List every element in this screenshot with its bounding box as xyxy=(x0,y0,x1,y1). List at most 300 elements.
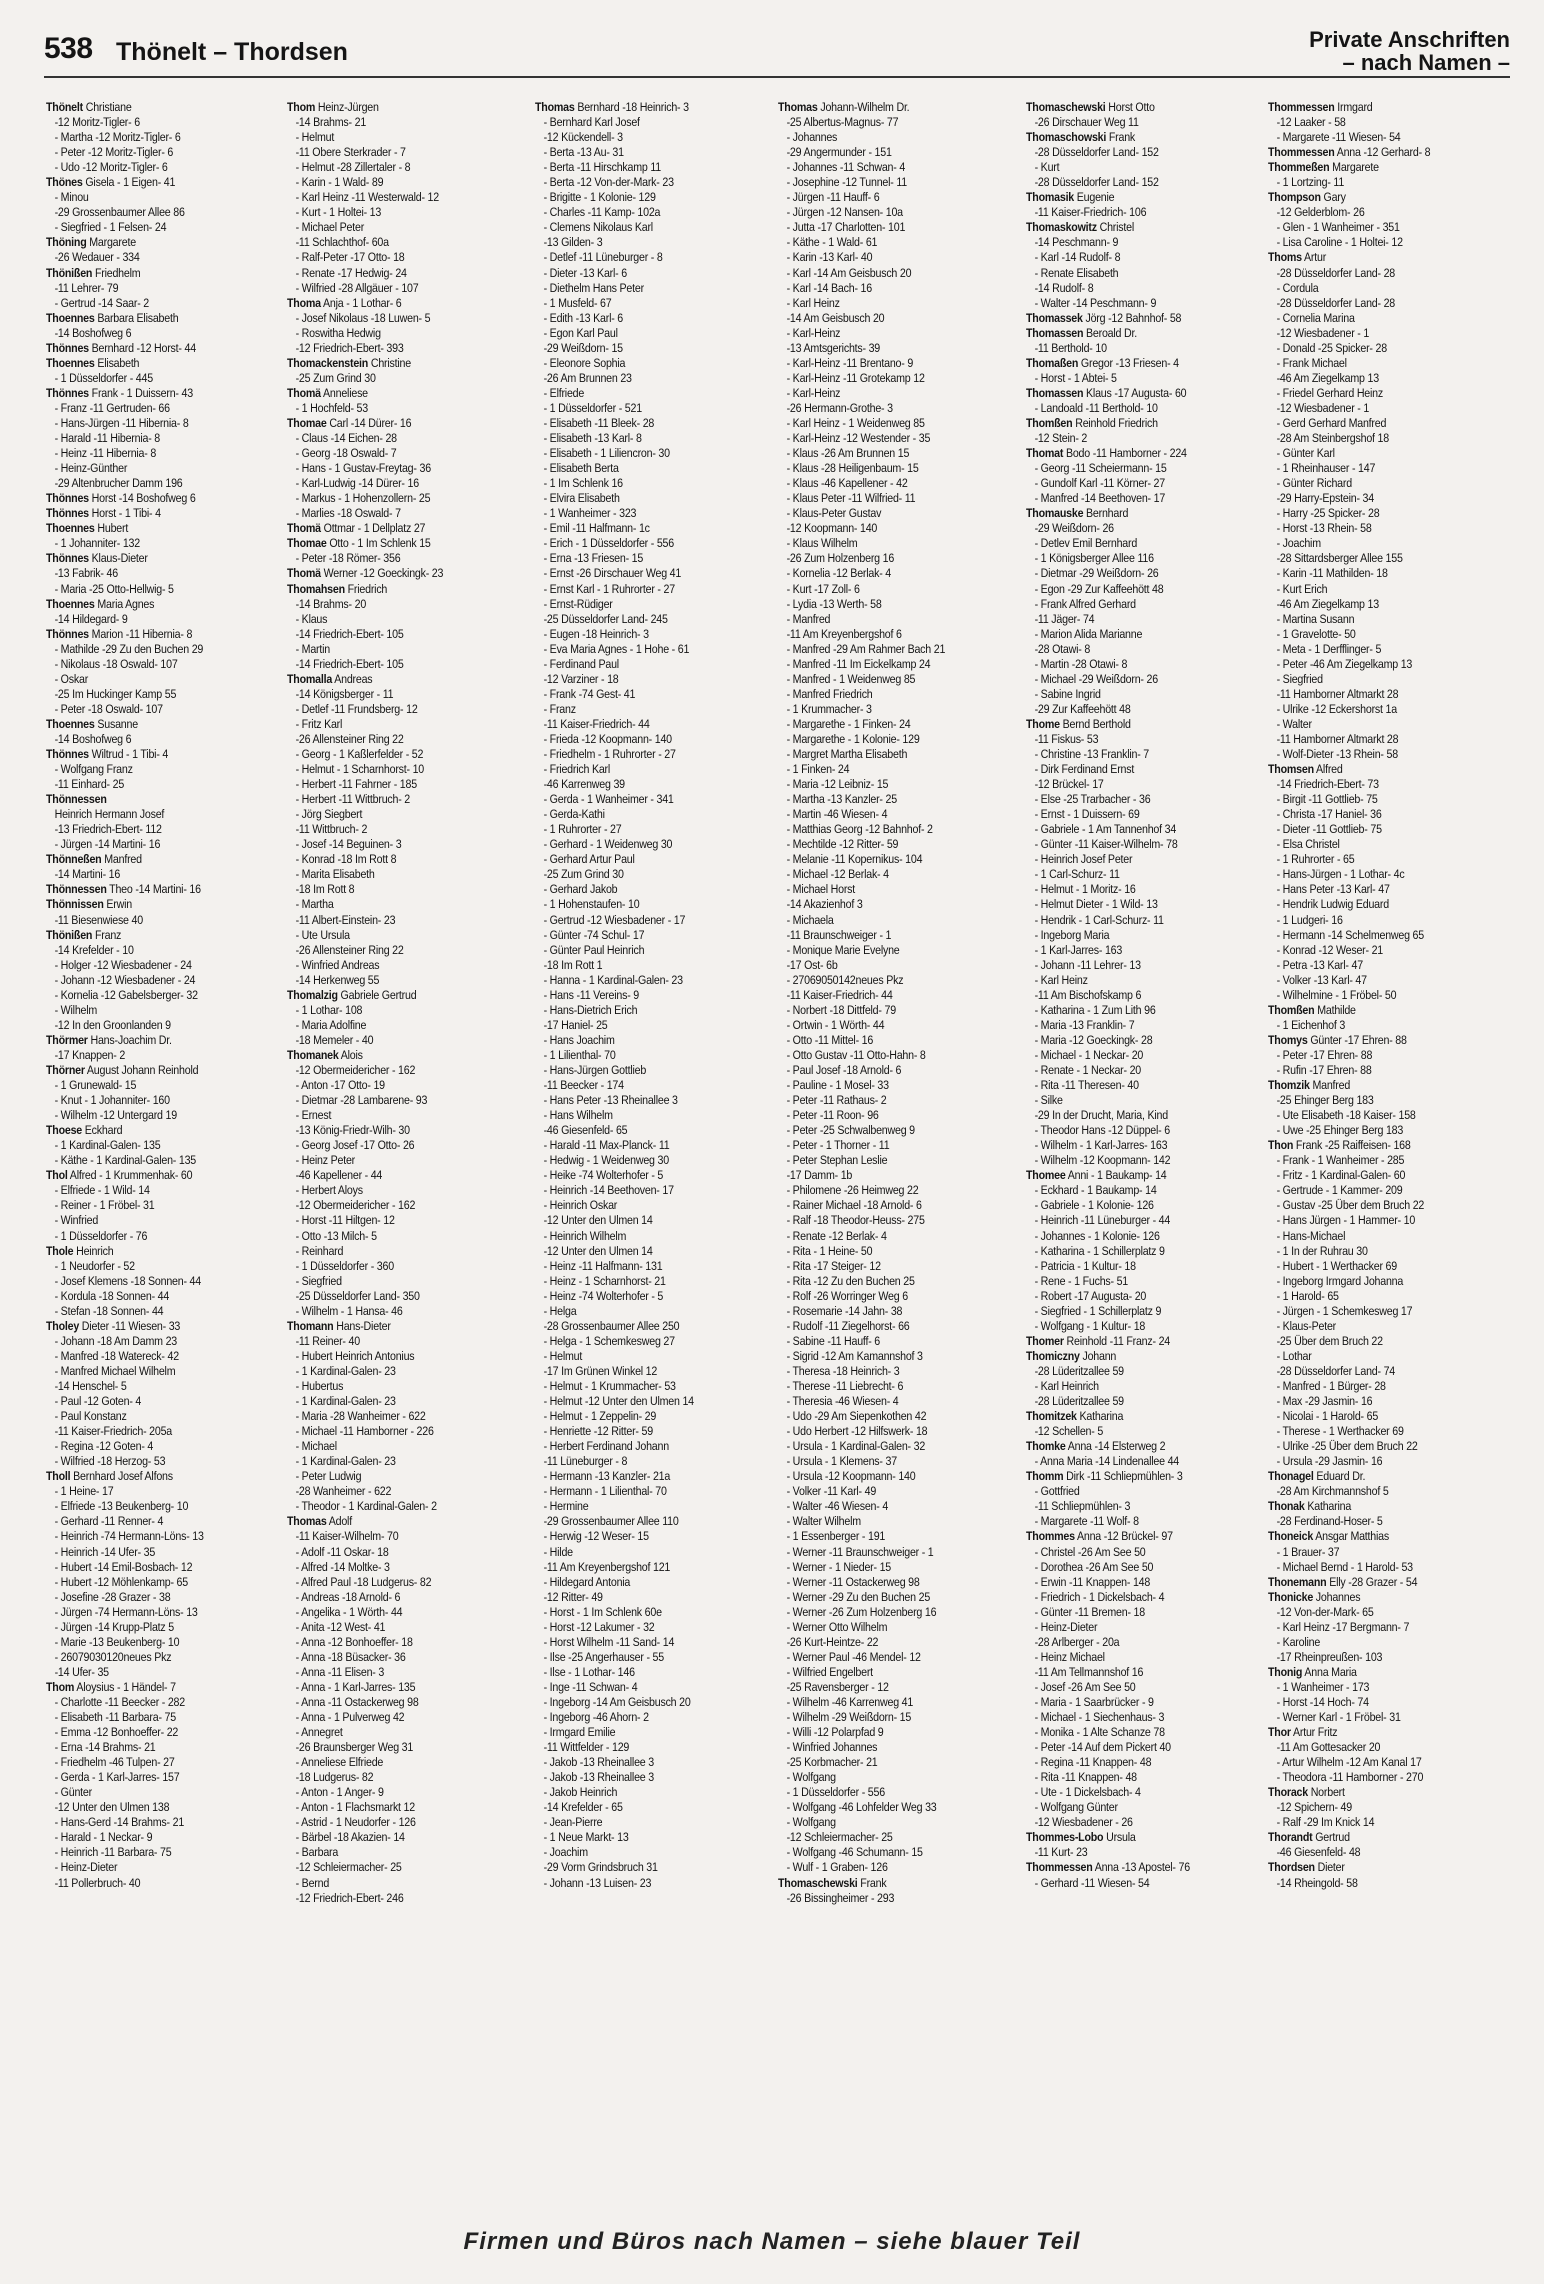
directory-entry-line xyxy=(1268,1319,1504,1334)
directory-entry-line xyxy=(287,1740,523,1755)
entry-text: -18 Im Rott 1 xyxy=(543,957,603,972)
directory-entry xyxy=(46,266,278,281)
entry-text: -29 Altenbrucher Damm 196 xyxy=(54,476,183,491)
entry-text: -11 Obere Sterkrader - 7 xyxy=(295,145,406,160)
directory-entry-line xyxy=(1268,1695,1504,1710)
entry-text: - Hans - 1 Gustav-Freytag- 36 xyxy=(295,461,431,476)
directory-entry-line xyxy=(778,1590,1014,1605)
entry-text: Jörg -12 Bahnhof- 58 xyxy=(1085,310,1182,325)
entry-text: -25 Albertus-Magnus- 77 xyxy=(786,115,899,130)
entry-text: Werner -12 Goeckingk- 23 xyxy=(323,566,444,581)
surname: Thomaßen xyxy=(1026,355,1079,370)
directory-entry-line xyxy=(778,973,1014,988)
directory-entry-line xyxy=(46,687,282,702)
directory-entry-line xyxy=(1026,792,1262,807)
directory-entry-line xyxy=(1268,1213,1504,1228)
directory-entry-line xyxy=(535,897,771,912)
entry-text: - Harry -25 Spicker- 28 xyxy=(1276,506,1380,521)
directory-entry-line xyxy=(287,311,523,326)
directory-entry-line xyxy=(1026,973,1262,988)
directory-entry-line xyxy=(778,1048,1014,1063)
directory-entry-line xyxy=(287,717,523,732)
directory-entry-line xyxy=(46,1845,282,1860)
directory-entry-line xyxy=(1268,506,1504,521)
entry-text: - Hermann -14 Schelmenweg 65 xyxy=(1276,927,1424,942)
entry-text: - Paul Josef -18 Arnold- 6 xyxy=(786,1063,902,1077)
entry-text: -11 Lüneburger - 8 xyxy=(543,1454,628,1469)
surname: Thome xyxy=(1026,716,1060,731)
entry-text: -13 Friedrich-Ebert- 112 xyxy=(54,822,162,837)
directory-entry-line xyxy=(46,1349,282,1364)
entry-text: -28 Düsseldorfer Land- 152 xyxy=(1034,175,1159,190)
directory-entry-line xyxy=(287,837,523,852)
directory-entry-line xyxy=(287,1605,523,1620)
entry-text: -12 Kückendell- 3 xyxy=(543,130,623,145)
entry-text: Mathilde xyxy=(1317,1002,1356,1017)
entry-text: - Udo -29 Am Siepenkothen 42 xyxy=(786,1409,927,1424)
directory-entry-line xyxy=(46,296,282,311)
directory-entry-line xyxy=(1268,1800,1504,1815)
entry-text: - Pauline - 1 Mosel- 33 xyxy=(786,1078,889,1093)
directory-entry-line xyxy=(287,1665,523,1680)
directory-entry-line xyxy=(535,1123,771,1138)
entry-text: - 1 Essenberger - 191 xyxy=(786,1529,886,1544)
directory-entry-line xyxy=(1026,1289,1262,1304)
entry-text: - Michael Peter xyxy=(295,220,365,235)
entry-text: - Hildegard Antonia xyxy=(543,1574,631,1589)
surname: Thomauske xyxy=(1026,506,1084,521)
directory-entry-line xyxy=(46,657,282,672)
entry-text: Friedrich xyxy=(347,581,388,596)
entry-text: - 1 Carl-Schurz- 11 xyxy=(1034,867,1120,882)
directory-entry-line xyxy=(535,461,771,476)
entry-text: - Herbert Ferdinand Johann xyxy=(543,1439,669,1454)
entry-text: -13 Gilden- 3 xyxy=(543,235,603,250)
directory-entry xyxy=(46,627,278,642)
entry-text: Manfred xyxy=(104,852,142,867)
entry-text: - Hans Wilhelm xyxy=(543,1108,613,1123)
entry-text: - 1 Heine- 17 xyxy=(54,1484,114,1499)
directory-entry-line xyxy=(1026,1259,1262,1274)
directory-entry-line xyxy=(1268,1349,1504,1364)
directory-entry-line xyxy=(287,973,523,988)
entry-text: - Inge -11 Schwan- 4 xyxy=(543,1679,638,1694)
entry-text: - Günter -11 Bremen- 18 xyxy=(1034,1604,1145,1619)
surname: Thommessen xyxy=(1268,145,1335,160)
entry-text: Günter -17 Ehren- 88 xyxy=(1310,1032,1407,1047)
directory-entry xyxy=(1268,160,1500,175)
directory-entry-line xyxy=(46,1394,282,1409)
entry-text: - Helga - 1 Schemkesweg 27 xyxy=(543,1333,675,1348)
surname: Thomee xyxy=(1026,1168,1066,1183)
entry-text: - 1 Königsberger Allee 116 xyxy=(1034,551,1154,566)
entry-text: -11 Reiner- 40 xyxy=(295,1333,360,1348)
directory-entry-line xyxy=(778,1183,1014,1198)
entry-text: - Karin -11 Mathilden- 18 xyxy=(1276,566,1388,581)
directory-entry-line xyxy=(287,1183,523,1198)
entry-text: - Gerhard -11 Wiesen- 54 xyxy=(1034,1875,1150,1890)
directory-entry-line xyxy=(1026,1620,1262,1635)
entry-text: - 1 Gravelotte- 50 xyxy=(1276,626,1356,641)
directory-entry-line xyxy=(778,461,1014,476)
directory-entry-line xyxy=(535,1529,771,1544)
directory-entry-line xyxy=(535,1334,771,1349)
entry-text: - Johannes -11 Schwan- 4 xyxy=(786,160,906,175)
entry-text: - Annegret xyxy=(295,1725,343,1740)
directory-entry-line xyxy=(1268,1123,1504,1138)
entry-text: Eduard Dr. xyxy=(1316,1469,1366,1484)
directory-entry-line xyxy=(46,130,282,145)
directory-entry xyxy=(1026,1334,1258,1349)
entry-text: - Heinrich Josef Peter xyxy=(1034,852,1133,867)
directory-entry-line xyxy=(778,1499,1014,1514)
directory-entry-line xyxy=(535,1183,771,1198)
entry-text: - Fritz Karl xyxy=(295,716,343,731)
directory-entry xyxy=(1268,100,1500,115)
entry-text: - Walter -46 Wiesen- 4 xyxy=(786,1499,889,1514)
directory-entry-line xyxy=(778,762,1014,777)
directory-entry-line xyxy=(535,476,771,491)
entry-text: - Christa -17 Haniel- 36 xyxy=(1276,807,1382,822)
entry-text: - Michael - 1 Siechenhaus- 3 xyxy=(1034,1710,1165,1725)
directory-entry-line xyxy=(287,220,523,235)
entry-text: Gabriele Gertrud xyxy=(340,987,417,1002)
directory-entry-line xyxy=(778,250,1014,265)
directory-entry-line xyxy=(535,837,771,852)
directory-entry xyxy=(287,386,519,401)
entry-text: - 1 Kardinal-Galen- 135 xyxy=(54,1138,161,1153)
directory-entry xyxy=(1026,190,1258,205)
entry-text: - Willi -12 Polarpfad 9 xyxy=(786,1725,884,1740)
directory-entry-line xyxy=(1026,777,1262,792)
directory-entry-line xyxy=(535,717,771,732)
entry-text: - Johann -12 Wiesbadener - 24 xyxy=(54,972,196,987)
entry-text: - Karin -13 Karl- 40 xyxy=(786,250,873,265)
entry-text: Bodo -11 Hamborner - 224 xyxy=(1065,446,1187,461)
entry-text: - Silke xyxy=(1034,1093,1063,1108)
directory-entry-line xyxy=(778,1830,1014,1845)
entry-text: -13 Fabrik- 46 xyxy=(54,566,118,581)
entry-text: - Klaus Peter -11 Wilfried- 11 xyxy=(786,491,916,506)
entry-text: -11 Kurt- 23 xyxy=(1034,1845,1088,1860)
directory-entry-line xyxy=(535,1439,771,1454)
directory-entry-line xyxy=(1268,1740,1504,1755)
directory-column-3 xyxy=(535,100,771,2190)
directory-entry-line xyxy=(1268,431,1504,446)
entry-text: - Irmgard Emilie xyxy=(543,1725,616,1740)
entry-text: - Klaus Wilhelm xyxy=(786,536,858,551)
directory-entry-line xyxy=(778,717,1014,732)
directory-entry-line xyxy=(1026,642,1262,657)
directory-entry-line xyxy=(1026,1785,1262,1800)
entry-text: - 1 Kardinal-Galen- 23 xyxy=(295,1394,396,1409)
entry-text: -11 Jäger- 74 xyxy=(1034,611,1095,626)
surname: Tholey xyxy=(46,1318,80,1333)
directory-entry-line xyxy=(46,160,282,175)
entry-text: - Gerhard Jakob xyxy=(543,882,618,897)
directory-entry-line xyxy=(1026,1424,1262,1439)
entry-text: - Gabriele - 1 Am Tannenhof 34 xyxy=(1034,822,1177,837)
directory-entry-line xyxy=(778,506,1014,521)
directory-entry-line xyxy=(287,235,523,250)
directory-entry-line xyxy=(1026,1108,1262,1123)
entry-text: - Karin - 1 Wald- 89 xyxy=(295,175,384,190)
directory-entry-line xyxy=(46,205,282,220)
directory-entry-line xyxy=(778,642,1014,657)
entry-text: - 1 Kardinal-Galen- 23 xyxy=(295,1454,396,1469)
directory-entry-line xyxy=(778,1891,1014,1906)
entry-text: - Heinz Michael xyxy=(1034,1649,1105,1664)
directory-entry-line xyxy=(535,642,771,657)
directory-entry-line xyxy=(46,1334,282,1349)
entry-text: -25 Über dem Bruch 22 xyxy=(1276,1333,1383,1348)
directory-entry-line xyxy=(1268,326,1504,341)
entry-text: - Johann -13 Luisen- 23 xyxy=(543,1875,652,1890)
entry-text: -12 Friedrich-Ebert- 246 xyxy=(295,1890,404,1905)
entry-text: - Maria -13 Franklin- 7 xyxy=(1034,1017,1135,1032)
entry-text: - Detlef -11 Lüneburger - 8 xyxy=(543,250,663,265)
entry-text: - Ulrike -25 Über dem Bruch 22 xyxy=(1276,1439,1418,1454)
directory-entry-line xyxy=(535,582,771,597)
entry-text: - Anton -17 Otto- 19 xyxy=(295,1078,385,1093)
directory-entry-line xyxy=(1026,431,1262,446)
entry-text: - Joachim xyxy=(543,1845,588,1860)
directory-entry-line xyxy=(778,657,1014,672)
directory-entry-line xyxy=(1268,822,1504,837)
surname: Thomas xyxy=(287,1514,327,1529)
directory-entry-line xyxy=(46,1545,282,1560)
entry-text: - Jutta -17 Charlotten- 101 xyxy=(786,220,906,235)
directory-entry-line xyxy=(1268,988,1504,1003)
directory-entry-line xyxy=(1026,852,1262,867)
surname: Thomas xyxy=(535,100,575,114)
directory-entry-line xyxy=(1026,1725,1262,1740)
surname: Thomalzig xyxy=(287,987,338,1002)
entry-text: -46 Giesenfeld- 65 xyxy=(543,1123,628,1138)
entry-text: - Elfriede - 1 Wild- 14 xyxy=(54,1183,150,1198)
entry-text: - Walter -14 Peschmann- 9 xyxy=(1034,295,1157,310)
directory-entry xyxy=(778,100,1010,115)
directory-entry-line xyxy=(287,1168,523,1183)
entry-text: - Ingeborg Irmgard Johanna xyxy=(1276,1273,1404,1288)
directory-entry-line xyxy=(778,867,1014,882)
directory-entry-line xyxy=(778,190,1014,205)
directory-entry-line xyxy=(778,1394,1014,1409)
directory-entry-line xyxy=(535,1830,771,1845)
directory-entry-line xyxy=(46,1665,282,1680)
directory-entry-line xyxy=(46,582,282,597)
entry-text: - Margarete -11 Wolf- 8 xyxy=(1034,1514,1139,1529)
directory-entry-line xyxy=(46,807,282,822)
directory-entry-line xyxy=(1268,175,1504,190)
entry-text: - Anna -11 Ostackerweg 98 xyxy=(295,1694,419,1709)
directory-entry-line xyxy=(1026,882,1262,897)
entry-text: - Ute - 1 Dickelsbach- 4 xyxy=(1034,1785,1141,1800)
directory-entry-line xyxy=(778,1800,1014,1815)
directory-entry-line xyxy=(46,1560,282,1575)
entry-text: -28 Düsseldorfer Land- 28 xyxy=(1276,265,1396,280)
surname: Thomßen xyxy=(1268,1002,1315,1017)
directory-entry-line xyxy=(1026,160,1262,175)
entry-text: - Wilhelm -46 Karrenweg 41 xyxy=(786,1694,914,1709)
entry-text: - Astrid - 1 Neudorfer - 126 xyxy=(295,1815,416,1830)
directory-entry-line xyxy=(287,1785,523,1800)
entry-text: - Berta -13 Au- 31 xyxy=(543,145,624,160)
directory-entry-line xyxy=(1268,1183,1504,1198)
directory-entry-line xyxy=(535,1454,771,1469)
entry-text: - Maria - 1 Saarbrücker - 9 xyxy=(1034,1694,1154,1709)
directory-entry-line xyxy=(1268,807,1504,822)
entry-text: - Gertrude - 1 Kammer- 209 xyxy=(1276,1183,1403,1198)
directory-entry-line xyxy=(46,1289,282,1304)
entry-text: -11 Kaiser-Wilhelm- 70 xyxy=(295,1529,399,1544)
entry-text: - Hubertus xyxy=(295,1378,344,1393)
entry-text: - Jürgen - 1 Schemkesweg 17 xyxy=(1276,1303,1413,1318)
directory-entry-line xyxy=(778,356,1014,371)
directory-entry-line xyxy=(1268,852,1504,867)
entry-text: -11 Pollerbruch- 40 xyxy=(54,1875,141,1890)
section-title xyxy=(1309,28,1510,74)
entry-text: - Wilhelm -12 Untergard 19 xyxy=(54,1108,177,1123)
entry-text: - 1 Brauer- 37 xyxy=(1276,1544,1340,1559)
entry-text: - 26079030120neues Pkz xyxy=(54,1649,172,1664)
entry-text: -28 Düsseldorfer Land- 152 xyxy=(1034,145,1159,160)
directory-entry xyxy=(46,491,278,506)
entry-text: - 1 Hohenstaufen- 10 xyxy=(543,897,640,912)
directory-entry xyxy=(46,341,278,356)
entry-text: - Heinrich -14 Ufer- 35 xyxy=(54,1544,156,1559)
directory-entry-line xyxy=(1268,1620,1504,1635)
entry-text: - Anton - 1 Flachsmarkt 12 xyxy=(295,1800,415,1815)
entry-text: -14 Boshofweg 6 xyxy=(54,731,132,746)
entry-text: Otto - 1 Im Schlenk 15 xyxy=(329,536,431,551)
directory-column-2 xyxy=(287,100,523,2190)
entry-text: - Sabine -11 Hauff- 6 xyxy=(786,1333,881,1348)
entry-text: -28 Grossenbaumer Allee 250 xyxy=(543,1318,680,1333)
directory-entry-line xyxy=(46,190,282,205)
directory-entry-line xyxy=(535,1545,771,1560)
directory-entry-line xyxy=(535,822,771,837)
directory-entry-line xyxy=(778,1755,1014,1770)
directory-entry-line xyxy=(1026,1545,1262,1560)
surname: Thompson xyxy=(1268,190,1321,205)
directory-entry-line xyxy=(287,657,523,672)
surname: Thorack xyxy=(1268,1785,1308,1800)
directory-entry-line xyxy=(1268,130,1504,145)
directory-entry-line xyxy=(778,1108,1014,1123)
entry-text: - Hans Peter -13 Karl- 47 xyxy=(1276,882,1390,897)
entry-text: - 1 Johanniter- 132 xyxy=(54,536,140,551)
entry-text: - Glen - 1 Wanheimer - 351 xyxy=(1276,220,1400,235)
entry-text: - Helmut xyxy=(295,130,335,145)
entry-text: Barbara Elisabeth xyxy=(97,310,179,325)
entry-text: - Peter -25 Schwalbenweg 9 xyxy=(786,1123,915,1138)
entry-text: - Manfred - 1 Weidenweg 85 xyxy=(786,671,916,686)
entry-text: - Udo Herbert -12 Hilfswerk- 18 xyxy=(786,1424,928,1439)
entry-text: - Holger -12 Wiesbadener - 24 xyxy=(54,957,192,972)
entry-text: - Otto Gustav -11 Otto-Hahn- 8 xyxy=(786,1047,926,1062)
entry-text: - Anna -12 Bonhoeffer- 18 xyxy=(295,1634,413,1649)
directory-entry-line xyxy=(1268,612,1504,627)
directory-entry-line xyxy=(287,807,523,822)
entry-text: Adolf xyxy=(328,1514,352,1529)
directory-entry-line xyxy=(778,491,1014,506)
entry-text: Hans-Dieter xyxy=(336,1318,391,1333)
surname: Thoese xyxy=(46,1123,83,1138)
entry-text: - Peter -18 Oswald- 107 xyxy=(54,701,163,716)
entry-text: - Käthe - 1 Kardinal-Galen- 135 xyxy=(54,1153,197,1168)
entry-text: - Peter -11 Roon- 96 xyxy=(786,1108,879,1123)
directory-entry xyxy=(1026,386,1258,401)
footer-note: Firmen und Büros nach Namen – siehe blauer Teil xyxy=(463,2228,1081,2255)
entry-text: - Theresia -46 Wiesen- 4 xyxy=(786,1394,899,1409)
directory-entry-line xyxy=(535,205,771,220)
entry-text: - Ursula -29 Jasmin- 16 xyxy=(1276,1454,1383,1469)
directory-entry-line xyxy=(1026,837,1262,852)
directory-entry-line xyxy=(46,1725,282,1740)
entry-text: - Karl-Heinz -11 Grotekamp 12 xyxy=(786,370,925,385)
entry-text: - Helmut - 1 Scharnhorst- 10 xyxy=(295,762,425,777)
entry-text: - Gerhard -11 Renner- 4 xyxy=(54,1514,164,1529)
directory-entry-line xyxy=(1268,973,1504,988)
entry-text: - Hubert - 1 Werthacker 69 xyxy=(1276,1258,1397,1273)
directory-entry-line xyxy=(778,1529,1014,1544)
directory-entry-line xyxy=(1026,296,1262,311)
directory-entry-line xyxy=(1026,1213,1262,1228)
directory-entry xyxy=(778,1876,1010,1891)
entry-text: - Karl-Heinz -12 Westender - 35 xyxy=(786,431,931,446)
entry-text: -11 Am Tellmannshof 16 xyxy=(1034,1664,1144,1679)
entry-text: - Artur Wilhelm -12 Am Kanal 17 xyxy=(1276,1755,1422,1770)
directory-entry-line xyxy=(535,1063,771,1078)
directory-entry-line xyxy=(1268,913,1504,928)
directory-entry-line xyxy=(778,1514,1014,1529)
entry-text: - Elisabeth -13 Karl- 8 xyxy=(543,431,642,446)
entry-text: - 1 Karl-Jarres- 163 xyxy=(1034,942,1123,957)
directory-entry-line xyxy=(287,1575,523,1590)
entry-text: - Ernst-Rüdiger xyxy=(543,596,613,611)
directory-entry xyxy=(1268,190,1500,205)
directory-entry-line xyxy=(778,416,1014,431)
entry-text: - Wilhelm -12 Koopmann- 142 xyxy=(1034,1153,1171,1168)
entry-text: - Günter xyxy=(54,1785,92,1800)
directory-entry-line xyxy=(46,220,282,235)
entry-text: - Wilhelm - 1 Hansa- 46 xyxy=(295,1303,403,1318)
entry-text: - Hubert Heinrich Antonius xyxy=(295,1348,415,1363)
directory-entry-line xyxy=(535,1319,771,1334)
entry-text: - Elfriede -13 Beukenberg- 10 xyxy=(54,1499,189,1514)
directory-entry xyxy=(1268,1078,1500,1093)
entry-text: - Klaus xyxy=(295,611,328,626)
directory-entry-line xyxy=(1268,551,1504,566)
entry-text: Margarete xyxy=(89,235,136,250)
directory-entry-line xyxy=(287,326,523,341)
directory-entry-line xyxy=(1026,1033,1262,1048)
directory-entry-line xyxy=(287,1334,523,1349)
entry-text: - Kordula -18 Sonnen- 44 xyxy=(54,1288,170,1303)
entry-text: - Erwin -11 Knappen- 148 xyxy=(1034,1574,1151,1589)
directory-entry-line xyxy=(778,897,1014,912)
entry-text: Theo -14 Martini- 16 xyxy=(109,882,201,897)
directory-entry-line xyxy=(1026,762,1262,777)
entry-text: - Ingeborg -14 Am Geisbusch 20 xyxy=(543,1694,691,1709)
directory-entry xyxy=(46,356,278,371)
directory-entry-line xyxy=(535,702,771,717)
surname: Thonig xyxy=(1268,1664,1303,1679)
entry-text: - Detlev Emil Bernhard xyxy=(1034,536,1138,551)
entry-text: - Heinz -74 Wolterhofer - 5 xyxy=(543,1288,664,1303)
entry-text: - Gerhard Artur Paul xyxy=(543,852,635,867)
